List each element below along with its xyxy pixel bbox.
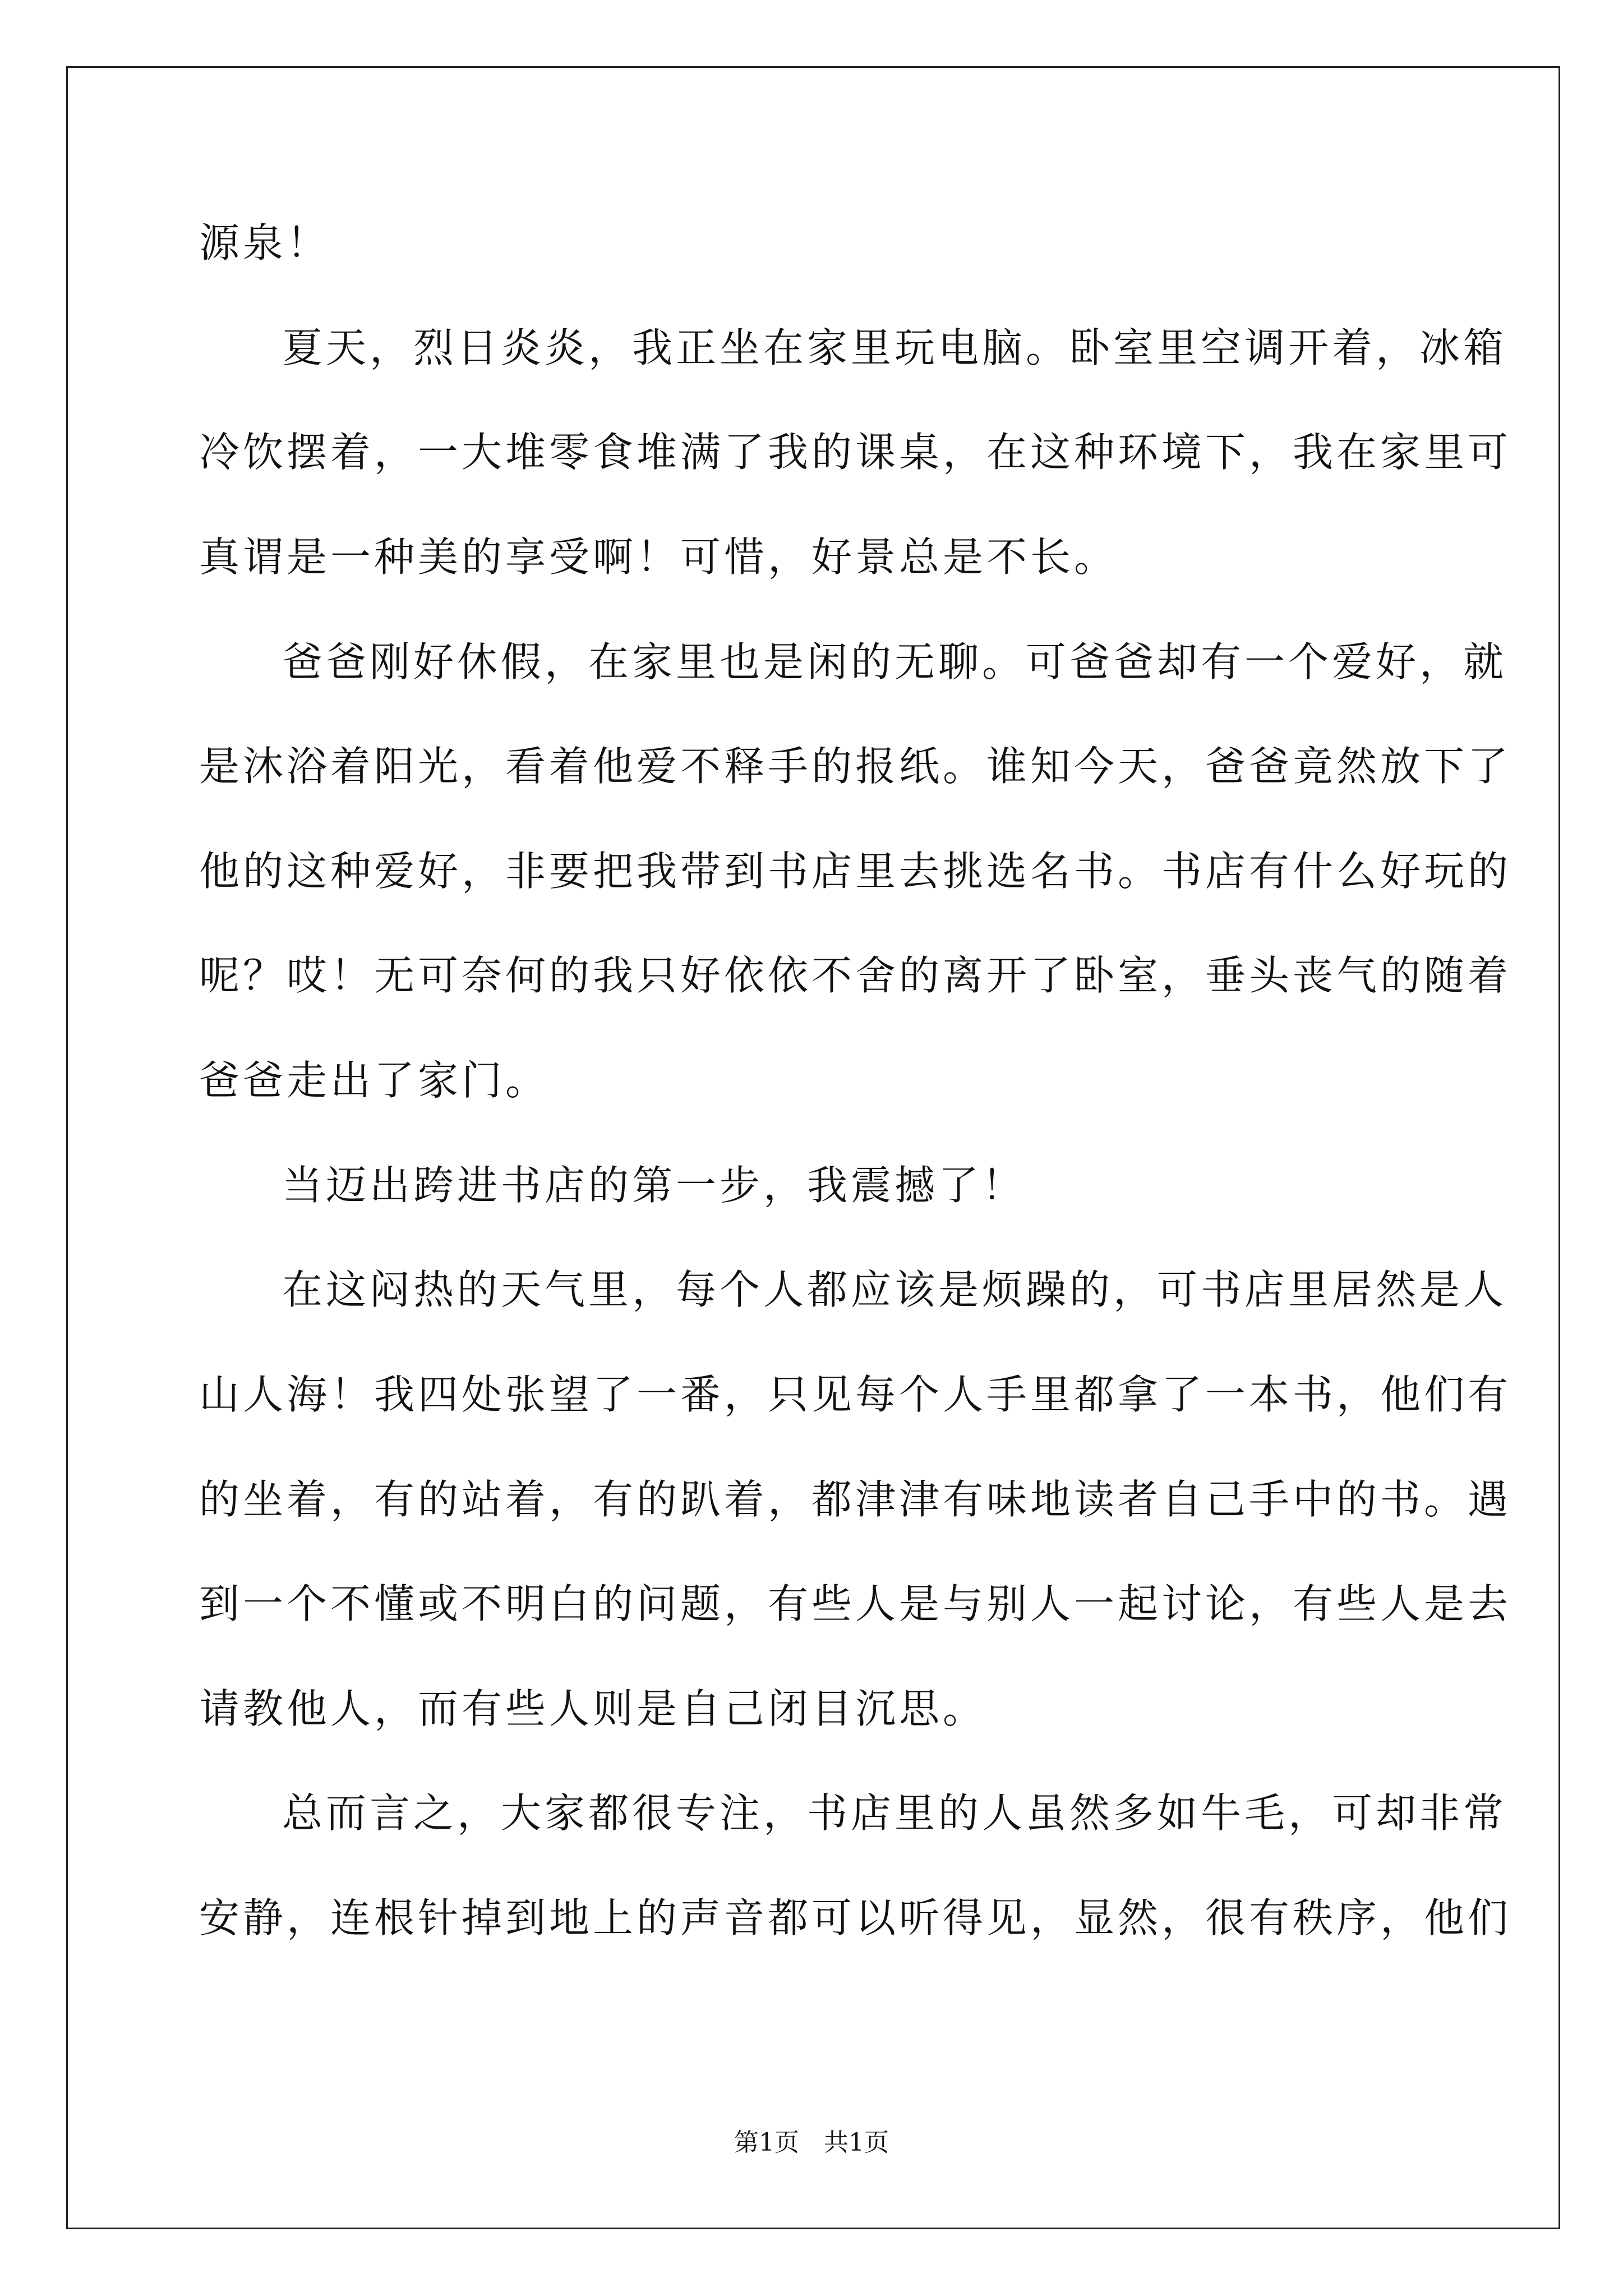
paragraph-2-line-2: 是沐浴着阳光，看着他爱不释手的报纸。谁知今天，爸爸竟然放下了 bbox=[199, 743, 1512, 790]
paragraph-4-line-3: 的坐着，有的站着，有的趴着，都津津有味地读者自己手中的书。遇 bbox=[199, 1476, 1512, 1523]
paragraph-4-line-4: 到一个不懂或不明白的问题，有些人是与别人一起讨论，有些人是去 bbox=[199, 1580, 1512, 1627]
text-line-1: 源泉！ bbox=[199, 219, 331, 266]
paragraph-1-line-1: 夏天，烈日炎炎，我正坐在家里玩电脑。卧室里空调开着，冰箱 bbox=[282, 324, 1507, 371]
paragraph-2-line-1: 爸爸刚好休假，在家里也是闲的无聊。可爸爸却有一个爱好，就 bbox=[282, 638, 1507, 685]
page-number-footer: 第1页 共1页 bbox=[734, 2128, 889, 2157]
paragraph-1-line-2: 冷饮摆着，一大堆零食堆满了我的课桌，在这种环境下，我在家里可 bbox=[199, 429, 1512, 476]
paragraph-2-line-5: 爸爸走出了家门。 bbox=[199, 1057, 550, 1104]
paragraph-4-line-2: 山人海！我四处张望了一番，只见每个人手里都拿了一本书，他们有 bbox=[199, 1371, 1512, 1418]
paragraph-1-line-3: 真谓是一种美的享受啊！可惜，好景总是不长。 bbox=[199, 533, 1118, 581]
paragraph-2-line-4: 呢？哎！无可奈何的我只好依依不舍的离开了卧室，垂头丧气的随着 bbox=[199, 952, 1512, 999]
paragraph-5-line-2: 安静，连根针掉到地上的声音都可以听得见，显然，很有秩序，他们 bbox=[199, 1894, 1512, 1941]
paragraph-5-line-1: 总而言之，大家都很专注，书店里的人虽然多如牛毛，可却非常 bbox=[282, 1789, 1507, 1837]
paragraph-3-line-1: 当迈出跨进书店的第一步，我震撼了！ bbox=[282, 1162, 1026, 1209]
paragraph-2-line-3: 他的这种爱好，非要把我带到书店里去挑选名书。书店有什么好玩的 bbox=[199, 848, 1512, 895]
paragraph-4-line-1: 在这闷热的天气里，每个人都应该是烦躁的，可书店里居然是人 bbox=[282, 1266, 1507, 1313]
paragraph-4-line-5: 请教他人，而有些人则是自己闭目沉思。 bbox=[199, 1685, 987, 1732]
